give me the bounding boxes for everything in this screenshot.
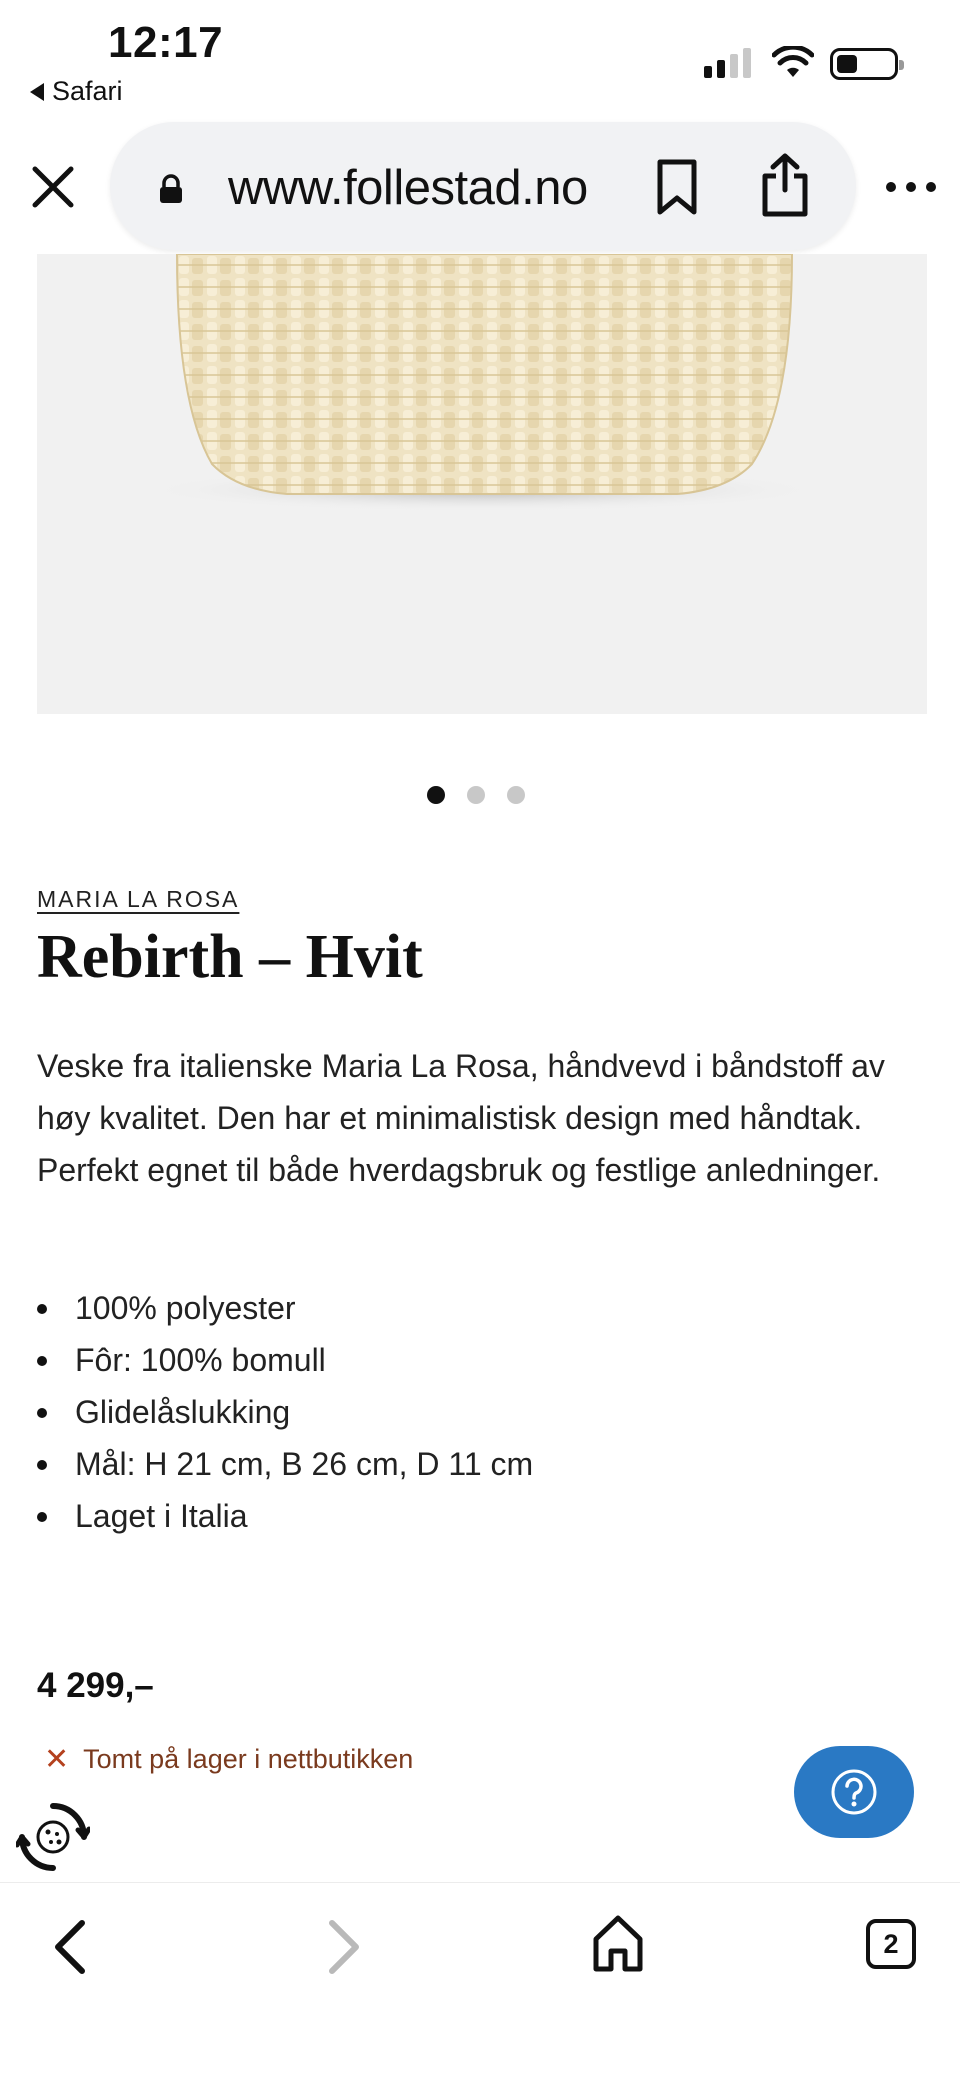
feature-item: Fôr: 100% bomull [37, 1334, 533, 1386]
battery-icon [830, 48, 898, 80]
feature-item: 100% polyester [37, 1282, 533, 1334]
product-title: Rebirth – Hvit [37, 923, 423, 991]
product-image[interactable] [37, 254, 927, 714]
feature-item: Glidelåslukking [37, 1386, 533, 1438]
carousel-dot[interactable] [467, 786, 485, 804]
back-to-app[interactable] [30, 76, 123, 107]
url-text[interactable]: www.follestad.no [228, 161, 588, 215]
help-button[interactable] [794, 1746, 914, 1838]
status-bar [0, 0, 960, 118]
woven-bag-image [37, 254, 927, 714]
home-icon[interactable] [592, 1913, 644, 1975]
image-carousel-dots[interactable] [0, 786, 960, 808]
out-of-stock-icon: ✕ [44, 1742, 70, 1776]
back-app-label: Safari [52, 76, 123, 106]
carousel-dot[interactable] [427, 786, 445, 804]
browser-bottom-toolbar [0, 1882, 960, 2078]
tabs-button[interactable] [866, 1919, 916, 1969]
back-arrow-icon [30, 83, 44, 101]
product-description: Veske fra italienske Maria La Rosa, håndvevd i båndstoff av høy kvalitet. Den har et minimalistisk design med håndtak. Perfekt egnet til både hverdagsbruk og festlige anledninger. [37, 1048, 885, 1188]
cookie-icon[interactable] [16, 1800, 90, 1874]
question-icon [829, 1767, 879, 1817]
feature-list [37, 1282, 533, 1542]
chevron-left-icon[interactable] [48, 1917, 92, 1977]
wifi-icon [772, 46, 814, 80]
bookmark-icon[interactable] [654, 158, 700, 216]
more-icon[interactable] [886, 182, 936, 196]
close-icon[interactable] [30, 164, 76, 210]
cellular-signal-icon [704, 48, 751, 78]
feature-item: Laget i Italia [37, 1490, 533, 1542]
share-icon[interactable] [760, 152, 810, 218]
status-time: 12:17 [108, 18, 224, 67]
feature-item: Mål: H 21 cm, B 26 cm, D 11 cm [37, 1438, 533, 1490]
stock-status [44, 1744, 413, 1775]
lock-icon [158, 174, 184, 204]
product-price: 4 299,– [37, 1666, 154, 1705]
tab-count: 2 [883, 1928, 899, 1959]
chevron-right-icon[interactable] [322, 1917, 366, 1977]
address-bar[interactable] [110, 122, 856, 250]
browser-toolbar [0, 118, 960, 254]
carousel-dot[interactable] [507, 786, 525, 804]
brand-link[interactable]: MARIA LA ROSA [37, 886, 240, 912]
stock-status-text: Tomt på lager i nettbutikken [83, 1744, 414, 1774]
